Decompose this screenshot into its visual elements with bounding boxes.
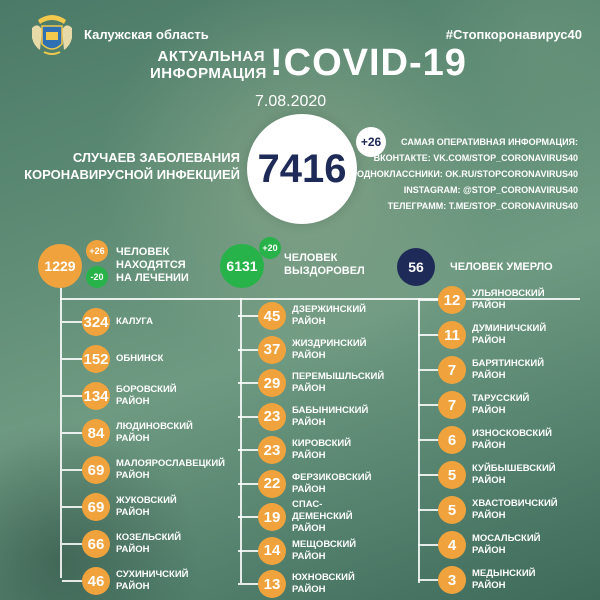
recovered-label-line-2: ВЫЗДОРОВЕЛ xyxy=(284,265,365,277)
district-name: ЖИЗДРИНСКИЙ РАЙОН xyxy=(292,337,367,361)
district-count: 152 xyxy=(82,345,110,373)
recovered-value: 6131 xyxy=(226,258,258,274)
district-name: ХВАСТОВИЧСКИЙ РАЙОН xyxy=(472,498,558,521)
district-name: ПЕРЕМЫШЛЬСКИЙ РАЙОН xyxy=(292,371,385,394)
connector-line xyxy=(418,334,440,336)
region-name: Калужская область xyxy=(84,27,209,42)
connector-line xyxy=(418,439,440,441)
district-name: МОСАЛЬСКИЙ РАЙОН xyxy=(472,533,541,556)
in-treatment-plus: +26 xyxy=(86,240,108,262)
connector-line xyxy=(238,416,260,418)
contact-ok: ОДНОКЛАССНИКИ: OK.RU/STOPCORONAVIRUS40 xyxy=(357,169,578,179)
hashtag: #Стопкоронавирус40 xyxy=(445,27,582,42)
connector-line xyxy=(238,315,260,317)
district-name: ФЕРЗИКОВСКИЙ РАЙОН xyxy=(292,471,372,495)
district-name: СУХИНИЧСКИЙ РАЙОН xyxy=(116,569,189,592)
total-cases-value: 7416 xyxy=(257,146,347,191)
connector-line xyxy=(62,321,84,323)
page-title: !COVID-19 xyxy=(270,42,467,84)
district-count: 69 xyxy=(82,456,110,484)
district-name: СПАС-ДЕМЕНСКИЙ РАЙОН xyxy=(292,499,353,534)
deaths-label: ЧЕЛОВЕК УМЕРЛО xyxy=(450,261,553,273)
district-count: 12 xyxy=(438,286,466,314)
connector-line xyxy=(62,580,84,582)
district-count: 3 xyxy=(438,566,466,594)
district-count: 84 xyxy=(82,419,110,447)
deaths-value: 56 xyxy=(408,259,424,275)
connector-line xyxy=(418,474,440,476)
district-count: 5 xyxy=(438,496,466,524)
district-count: 324 xyxy=(82,308,110,336)
district-name: ЮХНОВСКИЙ РАЙОН xyxy=(292,572,355,595)
district-count: 23 xyxy=(258,403,286,431)
contact-instagram: INSTAGRAM: @STOP_CORONAVIRUS40 xyxy=(403,185,578,195)
connector-line xyxy=(238,449,260,451)
district-count: 29 xyxy=(258,369,286,397)
subtitle-line-1: АКТУАЛЬНАЯ xyxy=(157,48,265,65)
contacts-heading: САМАЯ ОПЕРАТИВНАЯ ИНФОРМАЦИЯ: xyxy=(401,137,578,147)
district-name: ОБНИНСК xyxy=(116,353,164,365)
district-name: ЖУКОВСКИЙ РАЙОН xyxy=(116,495,177,518)
district-name: КАЛУГА xyxy=(116,316,153,328)
connector-line xyxy=(418,369,440,371)
coat-of-arms-icon xyxy=(30,10,74,58)
district-count: 7 xyxy=(438,356,466,384)
district-count: 6 xyxy=(438,426,466,454)
district-name: ТАРУССКИЙ РАЙОН xyxy=(472,393,530,416)
district-count: 22 xyxy=(258,470,286,498)
district-name: МАЛОЯРОСЛАВЕЦКИЙ РАЙОН xyxy=(116,458,225,481)
total-cases-label-line-1: СЛУЧАЕВ ЗАБОЛЕВАНИЯ xyxy=(72,150,240,165)
recovered-plus: +20 xyxy=(259,237,281,259)
connector-line xyxy=(238,583,260,585)
contact-telegram: ТЕЛЕГРАММ: T.ME/STOP_CORONAVIRUS40 xyxy=(387,201,578,211)
district-count: 45 xyxy=(258,302,286,330)
connector-line xyxy=(62,432,84,434)
connector-line xyxy=(62,358,84,360)
district-name: ЛЮДИНОВСКИЙ РАЙОН xyxy=(116,421,193,444)
district-name: БАБЫНИНСКИЙ РАЙОН xyxy=(292,404,369,428)
connector-line xyxy=(238,382,260,384)
connector-line xyxy=(240,298,242,583)
connector-line xyxy=(62,395,84,397)
district-name: БАРЯТИНСКИЙ РАЙОН xyxy=(472,358,545,381)
report-date: 7.08.2020 xyxy=(255,93,327,110)
connector-line xyxy=(62,469,84,471)
district-name: КОЗЕЛЬСКИЙ РАЙОН xyxy=(116,532,182,555)
in-treatment-label-line-3: НА ЛЕЧЕНИИ xyxy=(116,272,189,284)
recovered-label-line-1: ЧЕЛОВЕК xyxy=(284,252,338,264)
district-name: БОРОВСКИЙ РАЙОН xyxy=(116,384,177,407)
in-treatment-minus: -20 xyxy=(86,266,108,288)
connector-line xyxy=(62,506,84,508)
district-name: ДЗЕРЖИНСКИЙ РАЙОН xyxy=(292,304,366,327)
district-count: 134 xyxy=(82,382,110,410)
connector-line xyxy=(62,543,84,545)
district-count: 46 xyxy=(82,567,110,595)
total-cases-delta: +26 xyxy=(356,127,386,157)
district-count: 69 xyxy=(82,493,110,521)
district-name: МЕЩОВСКИЙ РАЙОН xyxy=(292,538,357,562)
deaths-circle xyxy=(397,248,435,286)
district-name: УЛЬЯНОВСКИЙ РАЙОН xyxy=(472,288,545,311)
district-count: 23 xyxy=(258,436,286,464)
district-name: КИРОВСКИЙ РАЙОН xyxy=(292,438,352,461)
connector-line xyxy=(418,404,440,406)
total-cases-label-line-2: КОРОНАВИРУСНОЙ ИНФЕКЦИЕЙ xyxy=(24,167,240,182)
connector-line xyxy=(60,298,62,578)
district-count: 4 xyxy=(438,531,466,559)
district-count: 5 xyxy=(438,461,466,489)
connector-line xyxy=(238,550,260,552)
connector-line xyxy=(418,299,440,301)
connector-line xyxy=(418,544,440,546)
in-treatment-circle xyxy=(38,244,82,288)
connector-line xyxy=(418,509,440,511)
in-treatment-label-line-1: ЧЕЛОВЕК xyxy=(116,246,170,258)
recovered-circle xyxy=(220,244,264,288)
district-name: ДУМИНИЧСКИЙ РАЙОН xyxy=(472,323,547,346)
contact-vk: ВКОНТАКТЕ: VK.COM/STOP_CORONAVIRUS40 xyxy=(373,153,578,163)
district-count: 37 xyxy=(258,336,286,364)
district-count: 66 xyxy=(82,530,110,558)
connector-line xyxy=(238,349,260,351)
district-count: 13 xyxy=(258,570,286,598)
district-count: 7 xyxy=(438,391,466,419)
connector-line xyxy=(238,516,260,518)
district-count: 14 xyxy=(258,537,286,565)
subtitle-line-2: ИНФОРМАЦИЯ xyxy=(150,65,267,82)
connector-line xyxy=(418,579,440,581)
connector-line xyxy=(238,483,260,485)
district-name: МЕДЫНСКИЙ РАЙОН xyxy=(472,568,536,591)
in-treatment-value: 1229 xyxy=(44,258,76,274)
district-count: 11 xyxy=(438,321,466,349)
district-name: ИЗНОСКОВСКИЙ РАЙОН xyxy=(472,428,552,451)
district-count: 19 xyxy=(258,503,286,531)
district-name: КУЙБЫШЕВСКИЙ РАЙОН xyxy=(472,463,556,486)
in-treatment-label-line-2: НАХОДЯТСЯ xyxy=(116,259,186,271)
